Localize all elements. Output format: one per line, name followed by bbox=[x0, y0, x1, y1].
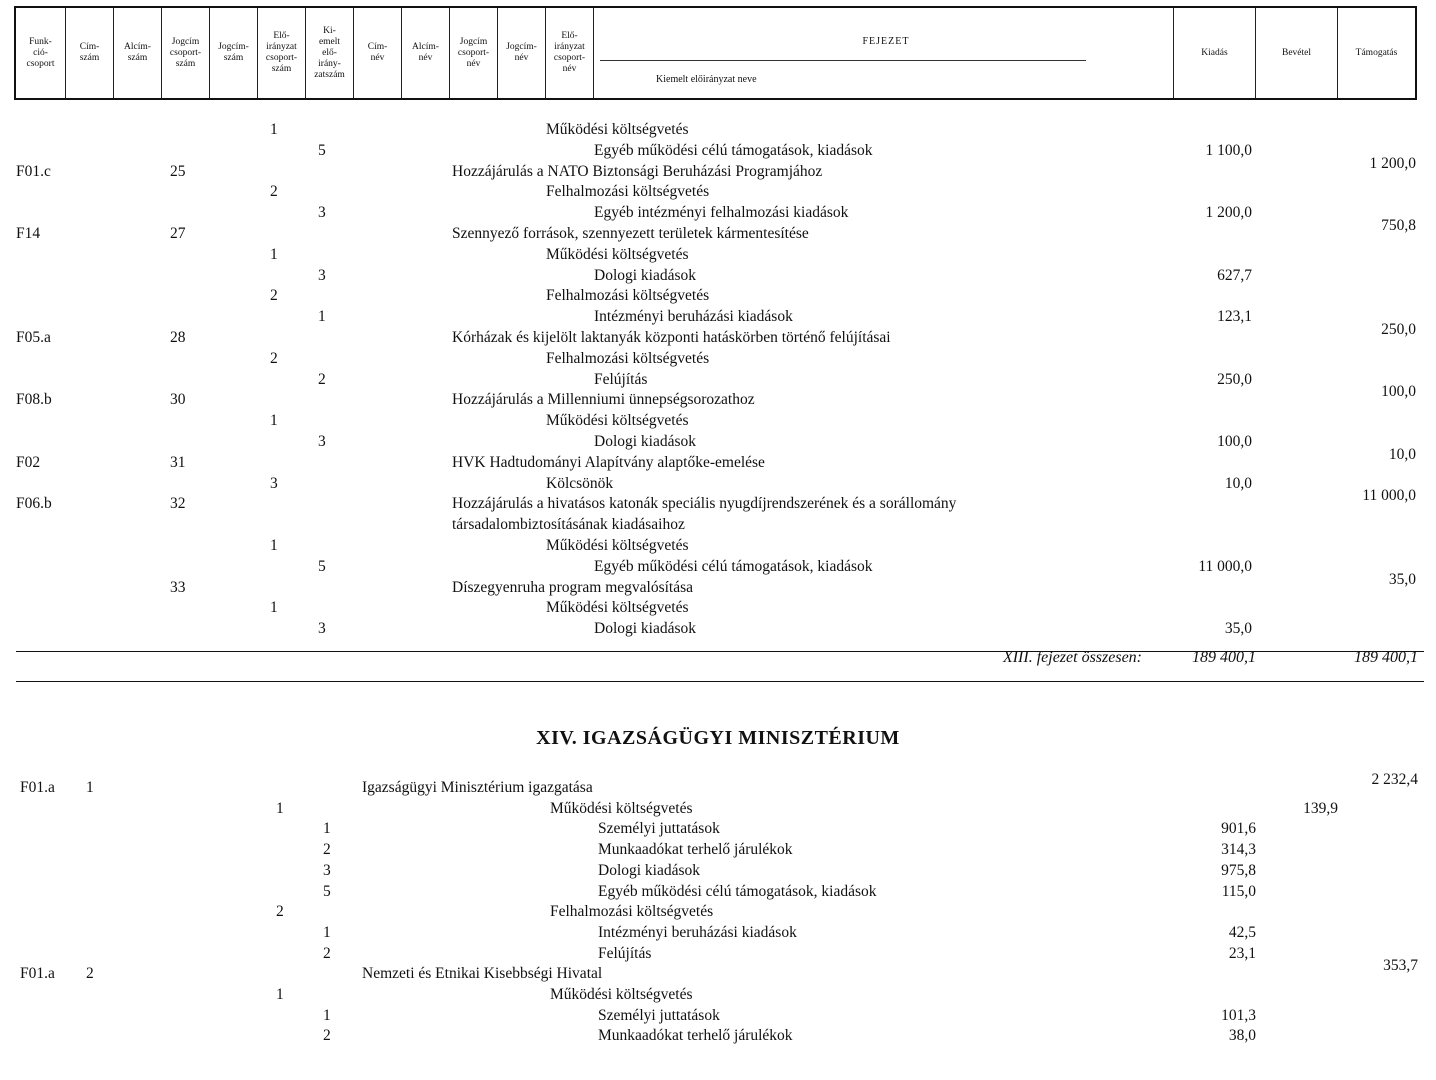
cell-kiemelt-eloiranyzat: 5 bbox=[318, 557, 326, 575]
cell-megnevezes: Kórházak és kijelölt laktanyák központi hatáskörben történő felújításai bbox=[452, 329, 891, 346]
cell-megnevezes: Hozzájárulás a hivatásos katonák speciális nyugdíjrendszerének és a sorállomány bbox=[452, 495, 957, 513]
cell-funkcio: F02 bbox=[16, 453, 41, 471]
cell-megnevezes: Dologi kiadások bbox=[594, 433, 697, 450]
cell-megnevezes: Felhalmozási költségvetés bbox=[546, 287, 710, 305]
cell-megnevezes: Egyéb működési célú támogatások, kiadások bbox=[598, 882, 877, 900]
cell-megnevezes: Személyi juttatások bbox=[598, 820, 720, 838]
cell-megnevezes: Egyéb működési célú támogatások, kiadások bbox=[594, 141, 873, 159]
header-bevetel: Bevétel bbox=[1256, 8, 1338, 98]
cell-kiadas: 1 200,0 bbox=[1205, 204, 1252, 222]
cell-kiemelt-eloiranyzat: 3 bbox=[323, 861, 331, 879]
header-eloiranyzat-csoport-nev: Elő- irányzat csoport- név bbox=[546, 8, 594, 98]
cell-megnevezes: Dologi kiadások bbox=[594, 620, 697, 638]
cell-kiemelt-eloiranyzat: 3 bbox=[318, 266, 326, 284]
header-fejezet: FEJEZET bbox=[862, 36, 910, 47]
cell-eloiranyzat-csoport: 1 bbox=[270, 537, 278, 554]
cell-eloiranyzat-csoport: 1 bbox=[270, 245, 278, 263]
cell-megnevezes: Intézményi beruházási kiadások bbox=[594, 308, 793, 326]
header-alcim-szam: Alcím- szám bbox=[114, 8, 162, 98]
cell-megnevezes: Felhalmozási költségvetés bbox=[546, 183, 710, 201]
cell-cim: 1 bbox=[86, 779, 94, 796]
cell-eloiranyzat-csoport: 1 bbox=[270, 599, 278, 617]
cell-tamogatas: 1 200,0 bbox=[1369, 154, 1416, 172]
cell-megnevezes: Működési költségvetés bbox=[546, 599, 689, 617]
cell-megnevezes: Hozzájárulás a NATO Biztonsági Beruházási Programjához bbox=[452, 162, 823, 180]
cell-megnevezes: Egyéb intézményi felhalmozási kiadások bbox=[594, 204, 849, 222]
cell-funkcio: F01.c bbox=[16, 162, 51, 180]
cell-kiadas: 35,0 bbox=[1224, 620, 1252, 638]
section-title: XIV. IGAZSÁGÜGYI MINISZTÉRIUM bbox=[536, 727, 900, 749]
cell-tamogatas: 11 000,0 bbox=[1362, 487, 1416, 505]
cell-eloiranyzat-csoport: 1 bbox=[276, 799, 284, 817]
cell-megnevezes: Intézményi beruházási kiadások bbox=[598, 923, 797, 941]
cell-funkcio: F01.a bbox=[20, 965, 55, 983]
cell-funkcio: F06.b bbox=[16, 495, 52, 513]
cell-kiemelt-eloiranyzat: 5 bbox=[318, 141, 326, 159]
cell-kiemelt-eloiranyzat: 1 bbox=[323, 923, 331, 941]
cell-megnevezes: Működési költségvetés bbox=[546, 245, 689, 263]
cell-kiadas: 901,6 bbox=[1221, 820, 1256, 838]
cell-kiemelt-eloiranyzat: 5 bbox=[323, 882, 331, 900]
header-alcim-nev: Alcím- név bbox=[402, 8, 450, 98]
header-jogcim-csoport-szam: Jogcím csoport- szám bbox=[162, 8, 210, 98]
cell-kiemelt-eloiranyzat: 3 bbox=[318, 433, 326, 450]
cell-kiadas: 1 100,0 bbox=[1205, 141, 1252, 159]
cell-kiadas: 42,5 bbox=[1228, 923, 1256, 941]
cell-megnevezes: Dologi kiadások bbox=[598, 861, 701, 879]
cell-cim: 33 bbox=[170, 578, 186, 596]
cell-megnevezes: Nemzeti és Etnikai Kisebbségi Hivatal bbox=[362, 965, 603, 983]
cell-eloiranyzat-csoport: 3 bbox=[270, 474, 278, 492]
cell-megnevezes: Működési költségvetés bbox=[546, 537, 689, 554]
cell-tamogatas: 250,0 bbox=[1381, 321, 1416, 338]
cell-funkcio: F05.a bbox=[16, 329, 51, 346]
cell-megnevezes: Felújítás bbox=[598, 944, 652, 962]
cell-kiemelt-eloiranyzat: 3 bbox=[318, 204, 326, 222]
cell-kiadas: 38,0 bbox=[1228, 1027, 1256, 1045]
cell-kiadas: 10,0 bbox=[1224, 474, 1252, 492]
cell-bevetel: 139,9 bbox=[1303, 799, 1338, 817]
cell-cim: 31 bbox=[170, 453, 186, 471]
cell-cim: 27 bbox=[170, 225, 186, 242]
header-eloiranyzat-csoport-szam: Elő- irányzat csoport- szám bbox=[258, 8, 306, 98]
cell-megnevezes: Működési költségvetés bbox=[546, 121, 689, 138]
cell-kiemelt-eloiranyzat: 1 bbox=[323, 1006, 331, 1024]
cell-megnevezes: Felhalmozási költségvetés bbox=[550, 903, 714, 921]
cell-megnevezes: Felhalmozási költségvetés bbox=[546, 349, 710, 367]
cell-megnevezes: Működési költségvetés bbox=[550, 986, 693, 1003]
cell-eloiranyzat-csoport: 2 bbox=[270, 349, 278, 367]
header-kiadas: Kiadás bbox=[1174, 8, 1256, 98]
cell-megnevezes: HVK Hadtudományi Alapítvány alaptőke-emelése bbox=[452, 453, 765, 471]
cell-kiadas: 11 000,0 bbox=[1198, 557, 1252, 575]
cell-kiadas: 627,7 bbox=[1217, 266, 1252, 284]
cell-megnevezes: Felújítás bbox=[594, 370, 648, 388]
header-kiemelt-eloiranyzat-neve: Kiemelt előirányzat neve bbox=[656, 74, 757, 85]
cell-cim: 25 bbox=[170, 162, 186, 180]
header-jogcim-csoport-nev: Jogcím csoport- név bbox=[450, 8, 498, 98]
cell-megnevezes: Hozzájárulás a Millenniumi ünnepségsorozathoz bbox=[452, 391, 755, 409]
cell-kiadas: 115,0 bbox=[1221, 882, 1256, 900]
cell-eloiranyzat-csoport: 1 bbox=[276, 986, 284, 1003]
cell-funkcio: F08.b bbox=[16, 391, 52, 409]
cell-megnevezes: Működési költségvetés bbox=[546, 412, 689, 430]
header-cim-szam: Cím- szám bbox=[66, 8, 114, 98]
cell-kiadas: 100,0 bbox=[1217, 433, 1252, 450]
header-funkcio-csoport: Funk- ció- csoport bbox=[16, 8, 66, 98]
header-kiemelt-eloiranyzat-szam: Ki- emelt elő- irány- zatszám bbox=[306, 8, 354, 98]
cell-funkcio: F14 bbox=[16, 225, 41, 242]
cell-tamogatas: 353,7 bbox=[1383, 957, 1418, 975]
header-jogcim-nev: Jogcím- név bbox=[498, 8, 546, 98]
cell-megnevezes: Személyi juttatások bbox=[598, 1006, 720, 1024]
cell-kiemelt-eloiranyzat: 1 bbox=[318, 308, 326, 326]
cell-tamogatas: 2 232,4 bbox=[1371, 771, 1418, 788]
cell-megnevezes: Szennyező források, szennyezett területek kármentesítése bbox=[452, 225, 809, 242]
cell-eloiranyzat-csoport: 2 bbox=[270, 183, 278, 201]
cell-cim: 28 bbox=[170, 329, 186, 346]
cell-megnevezes: társadalombiztosításának kiadásaihoz bbox=[452, 516, 685, 534]
cell-tamogatas: 10,0 bbox=[1388, 445, 1416, 463]
cell-kiadas: 123,1 bbox=[1217, 308, 1252, 326]
cell-cim: 2 bbox=[86, 965, 94, 983]
cell-cim: 30 bbox=[170, 391, 186, 409]
cell-megnevezes: Díszegyenruha program megvalósítása bbox=[452, 578, 694, 596]
total-kiadas: 189 400,1 bbox=[1192, 649, 1256, 666]
cell-kiemelt-eloiranyzat: 1 bbox=[323, 820, 331, 838]
total-bottom-rule bbox=[16, 681, 1424, 682]
header-cim-nev: Cím- név bbox=[354, 8, 402, 98]
header-tamogatas: Támogatás bbox=[1355, 47, 1398, 58]
cell-tamogatas: 100,0 bbox=[1381, 383, 1416, 401]
total-label: XIII. fejezet összesen: bbox=[1002, 649, 1142, 666]
cell-megnevezes: Egyéb működési célú támogatások, kiadások bbox=[594, 557, 873, 575]
header-fejezet-divider bbox=[600, 60, 1086, 61]
cell-kiemelt-eloiranyzat: 2 bbox=[323, 841, 331, 859]
cell-megnevezes: Dologi kiadások bbox=[594, 266, 697, 284]
cell-eloiranyzat-csoport: 1 bbox=[270, 412, 278, 430]
header-jogcim-szam: Jogcím- szám bbox=[210, 8, 258, 98]
cell-megnevezes: Munkaadókat terhelő járulékok bbox=[598, 1027, 793, 1045]
cell-megnevezes: Munkaadókat terhelő járulékok bbox=[598, 841, 793, 859]
cell-kiemelt-eloiranyzat: 2 bbox=[318, 370, 326, 388]
cell-kiemelt-eloiranyzat: 2 bbox=[323, 944, 331, 962]
cell-kiemelt-eloiranyzat: 2 bbox=[323, 1027, 331, 1045]
cell-kiadas: 250,0 bbox=[1217, 370, 1252, 388]
cell-funkcio: F01.a bbox=[20, 779, 55, 796]
cell-kiemelt-eloiranyzat: 3 bbox=[318, 620, 326, 638]
cell-kiadas: 101,3 bbox=[1221, 1006, 1256, 1024]
cell-kiadas: 314,3 bbox=[1221, 841, 1256, 859]
table-header bbox=[14, 6, 1417, 100]
cell-megnevezes: Igazságügyi Minisztérium igazgatása bbox=[362, 779, 593, 796]
cell-eloiranyzat-csoport: 2 bbox=[270, 287, 278, 305]
cell-kiadas: 23,1 bbox=[1228, 944, 1256, 962]
cell-tamogatas: 35,0 bbox=[1388, 570, 1416, 588]
cell-eloiranyzat-csoport: 2 bbox=[276, 903, 284, 921]
cell-eloiranyzat-csoport: 1 bbox=[270, 121, 278, 138]
cell-megnevezes: Kölcsönök bbox=[546, 474, 614, 492]
cell-kiadas: 975,8 bbox=[1221, 861, 1256, 879]
cell-megnevezes: Működési költségvetés bbox=[550, 799, 693, 817]
cell-cim: 32 bbox=[170, 495, 186, 513]
cell-tamogatas: 750,8 bbox=[1381, 217, 1416, 234]
total-tamogatas: 189 400,1 bbox=[1354, 649, 1418, 666]
